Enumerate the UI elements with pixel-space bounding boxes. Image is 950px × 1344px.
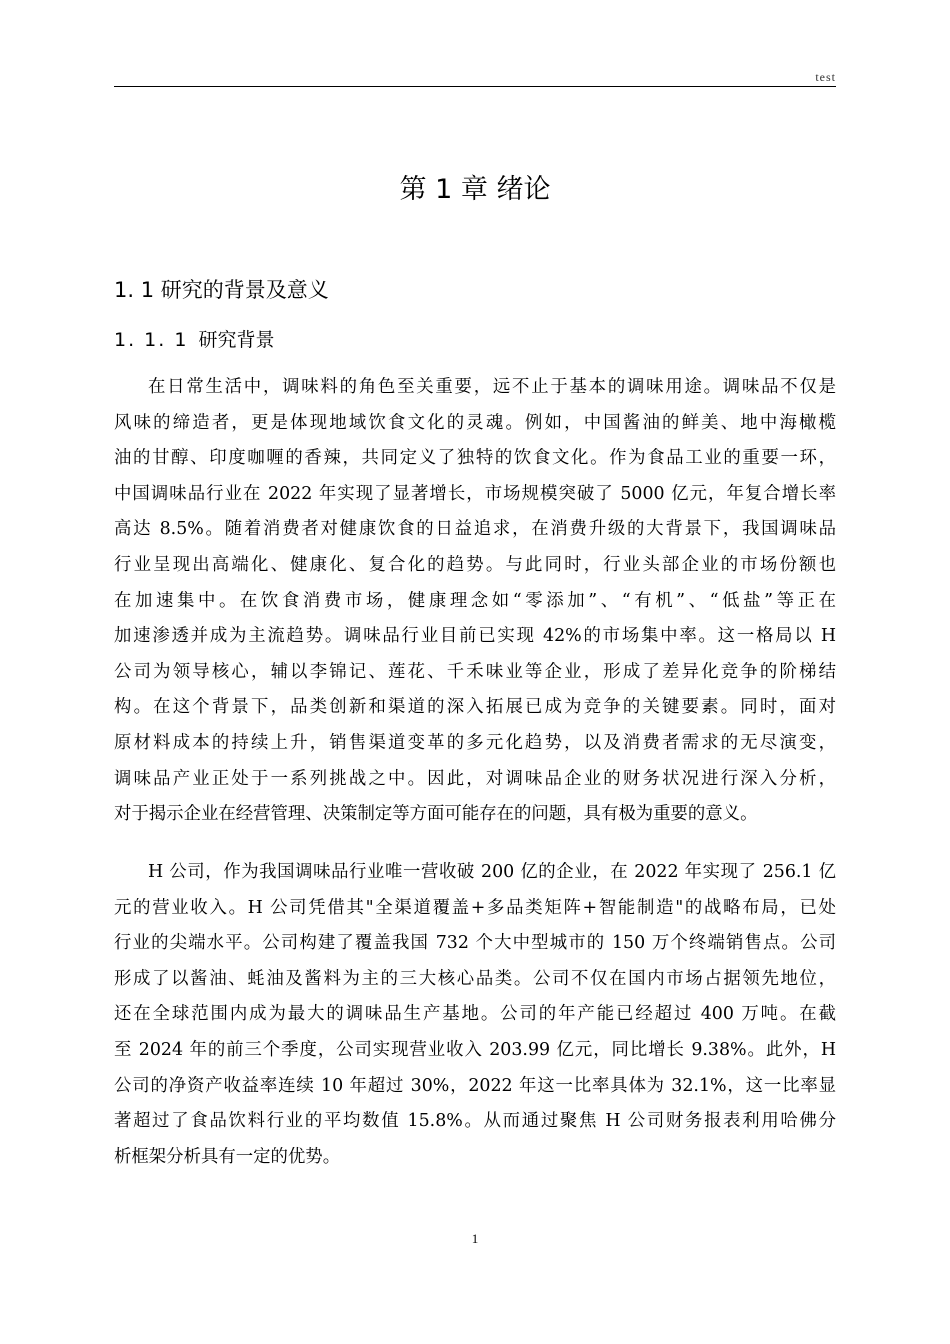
paragraph-line: 原材料成本的持续上升，销售渠道变革的多元化趋势，以及消费者需求的无尽演变， [114, 732, 836, 753]
subsection-number: 1. 1. 1 [114, 329, 189, 351]
paragraph-line: 行业呈现出高端化、健康化、复合化的趋势。与此同时，行业头部企业的市场份额也 [114, 554, 836, 575]
paragraph-line: 在加速集中。在饮食消费市场，健康理念如“零添加”、“有机”、“低盐”等正在 [114, 590, 836, 611]
paragraph-2 [114, 855, 836, 1175]
page-number: 1 [471, 1231, 479, 1246]
subsection-title: 研究背景 [198, 329, 275, 351]
paragraph-line: 行业的尖端水平。公司构建了覆盖我国 732 个大中型城市的 150 万个终端销售点。公司 [114, 933, 836, 954]
paragraph-line: 对于揭示企业在经营管理、决策制定等方面可能存在的问题，具有极为重要的意义。 [114, 804, 758, 825]
paragraph-line: 构。在这个背景下，品类创新和渠道的深入拓展已成为竞争的关键要素。同时，面对 [114, 697, 836, 718]
paragraph-line: 油的甘醇、印度咖喱的香辣，共同定义了独特的饮食文化。作为食品工业的重要一环， [114, 448, 836, 469]
paragraph-line: 形成了以酱油、蚝油及酱料为主的三大核心品类。公司不仅在国内市场占据领先地位， [114, 968, 836, 989]
paragraph-line: 高达 8.5%。随着消费者对健康饮食的日益追求，在消费升级的大背景下，我国调味品 [114, 519, 836, 540]
paragraph-line: 著超过了食品饮料行业的平均数值 15.8%。从而通过聚焦 H 公司财务报表利用哈佛分 [114, 1111, 836, 1132]
paragraph-line: H 公司，作为我国调味品行业唯一营收破 200 亿的企业，在 2022 年实现了 256.1 亿 [148, 862, 836, 882]
paragraph-1 [114, 370, 836, 833]
paragraph-line: 还在全球范围内成为最大的调味品生产基地。公司的年产能已经超过 400 万吨。在截 [114, 1004, 836, 1025]
chapter-title: 第 1 章 绪论 [399, 174, 551, 205]
header-rule [114, 86, 836, 87]
paragraph-line: 公司的净资产收益率连续 10 年超过 30%，2022 年这一比率具体为 32.1%，这一比率显 [114, 1075, 836, 1096]
paragraph-line: 元的营业收入。H 公司凭借其"全渠道覆盖+多品类矩阵+智能制造"的战略布局，已处 [114, 897, 836, 918]
paragraph-line: 中国调味品行业在 2022 年实现了显著增长，市场规模突破了 5000 亿元，年复合增长率 [114, 483, 836, 504]
subsection-heading [114, 325, 274, 355]
running-header: test [815, 70, 836, 84]
paragraph-line: 析框架分析具有一定的优势。 [114, 1146, 341, 1167]
paragraph-line: 调味品产业正处于一系列挑战之中。因此，对调味品企业的财务状况进行深入分析， [114, 768, 836, 789]
paragraph-line: 加速渗透并成为主流趋势。调味品行业目前已实现 42%的市场集中率。这一格局以 H [114, 626, 836, 647]
paragraph-line: 公司为领导核心，辅以李锦记、莲花、千禾味业等企业，形成了差异化竞争的阶梯结 [114, 661, 836, 682]
section-heading: 1. 1 研究的背景及意义 [114, 278, 329, 302]
paragraph-line: 至 2024 年的前三个季度，公司实现营业收入 203.99 亿元，同比增长 9.38%。此外，H [114, 1039, 836, 1060]
paragraph-line: 在日常生活中，调味料的角色至关重要，远不止于基本的调味用途。调味品不仅是 [148, 377, 836, 397]
paragraph-line: 风味的缔造者，更是体现地域饮食文化的灵魂。例如，中国酱油的鲜美、地中海橄榄 [114, 412, 836, 433]
